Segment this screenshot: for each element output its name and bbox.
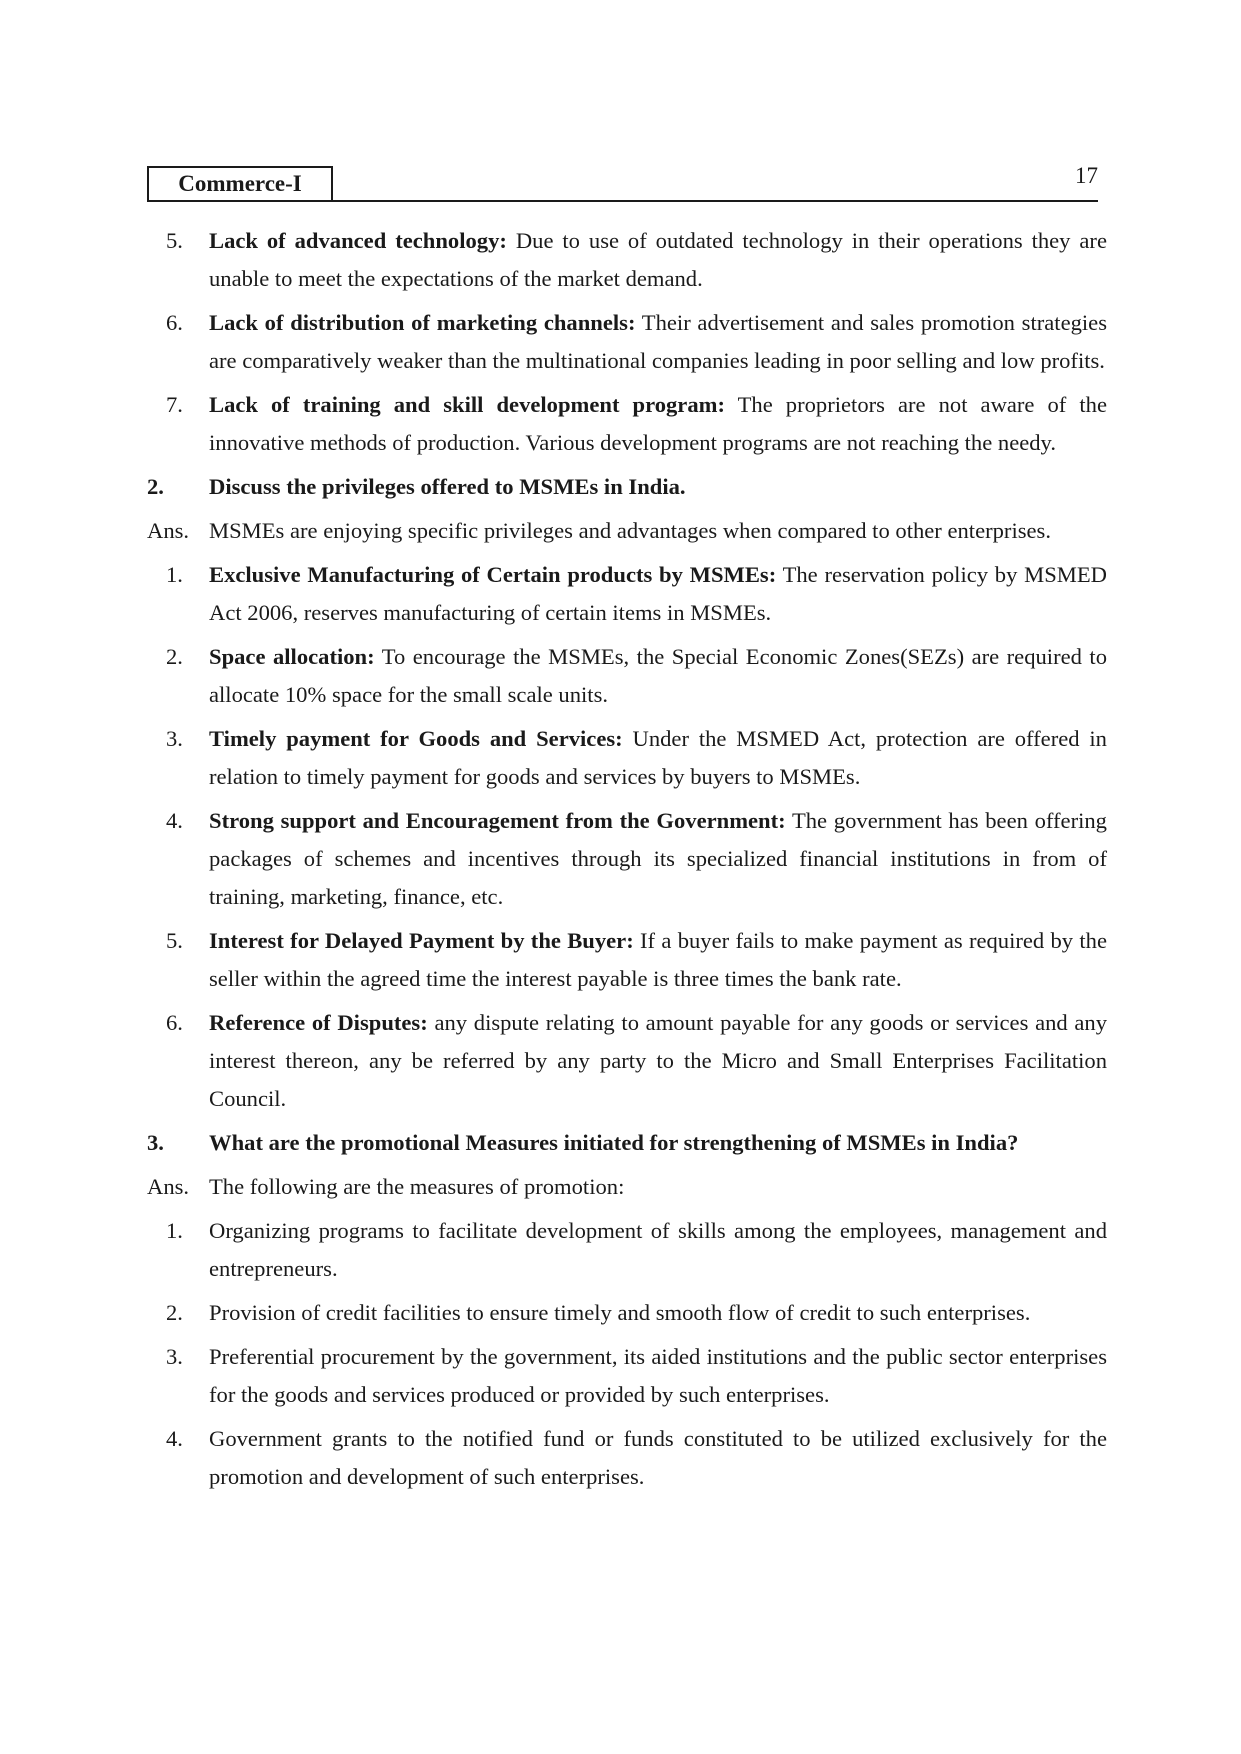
answer-2 — [147, 512, 1107, 550]
item-title: Exclusive Manufacturing of Certain products by MSMEs: — [209, 562, 777, 587]
list-item — [147, 304, 1107, 380]
item-title: Space allocation: — [209, 644, 375, 669]
item-title: Timely payment for Goods and Services: — [209, 726, 623, 751]
item-text: Under the MSMED Act, protection are offered in relation to timely payment for goods and services by buyers to MSMEs. — [209, 726, 1107, 789]
item-body — [209, 802, 1107, 916]
item-number: 6. — [166, 1010, 183, 1035]
item-number: 6. — [166, 310, 183, 335]
list-item — [147, 222, 1107, 298]
list-item — [147, 1212, 1107, 1288]
item-text: Their advertisement and sales promotion strategies are comparatively weaker than the multinational companies leading in poor selling and low profits. — [209, 310, 1108, 373]
item-title: Reference of Disputes: — [209, 1010, 428, 1035]
list-item — [147, 1294, 1107, 1332]
item-number: 2. — [166, 1300, 183, 1325]
list-item — [147, 1338, 1107, 1414]
list-item — [147, 802, 1107, 916]
question-number: 3. — [147, 1130, 164, 1155]
item-title: Interest for Delayed Payment by the Buyer: — [209, 928, 634, 953]
answer-3 — [147, 1168, 1107, 1206]
item-title: Lack of training and skill development program: — [209, 392, 725, 417]
item-title: Strong support and Encouragement from the Government: — [209, 808, 786, 833]
answer-label: Ans. — [147, 1174, 190, 1199]
item-body — [209, 556, 1107, 632]
list-item — [147, 922, 1107, 998]
question-text: Discuss the privileges offered to MSMEs in India. — [209, 474, 686, 499]
item-text: Due to use of outdated technology in their operations they are unable to meet the expectations of the market demand. — [209, 228, 1107, 291]
item-body — [209, 386, 1107, 462]
list-item — [147, 1420, 1107, 1496]
item-title: Lack of advanced technology: — [209, 228, 507, 253]
question-3 — [147, 1124, 1107, 1162]
item-text: The proprietors are not aware of the innovative methods of production. Various development programs are not reaching the needy. — [209, 392, 1107, 455]
question-text: What are the promotional Measures initiated for strengthening of MSMEs in India? — [209, 1130, 1019, 1155]
item-number: 3. — [166, 1344, 183, 1369]
question-number: 2. — [147, 474, 164, 499]
page-header — [147, 163, 1098, 202]
item-number: 4. — [166, 808, 183, 833]
item-body — [209, 222, 1107, 298]
item-text: Preferential procurement by the government, its aided institutions and the public sector enterprises for the goods and services produced or provided by such enterprises. — [209, 1344, 1107, 1407]
item-number: 3. — [166, 726, 183, 751]
list-item — [147, 556, 1107, 632]
item-body — [209, 304, 1107, 380]
answer-text: MSMEs are enjoying specific privileges and advantages when compared to other enterprises. — [209, 518, 1051, 543]
item-text: If a buyer fails to make payment as required by the seller within the agreed time the interest payable is three times the bank rate. — [209, 928, 1108, 991]
answer-label: Ans. — [147, 518, 190, 543]
item-number: 7. — [166, 392, 183, 417]
item-text: To encourage the MSMEs, the Special Economic Zones(SEZs) are required to allocate 10% space for the small scale units. — [209, 644, 1108, 707]
item-number: 5. — [166, 228, 183, 253]
item-number: 5. — [166, 928, 183, 953]
list-item — [147, 386, 1107, 462]
item-body — [209, 922, 1107, 998]
item-body — [209, 638, 1107, 714]
item-text: any dispute relating to amount payable for any goods or services and any interest thereon, any be referred by any party to the Micro and Small Enterprises Facilitation Council. — [209, 1010, 1108, 1111]
item-title: Lack of distribution of marketing channels: — [209, 310, 636, 335]
list-item — [147, 638, 1107, 714]
item-text: Government grants to the notified fund or funds constituted to be utilized exclusively for the promotion and development of such enterprises. — [209, 1426, 1107, 1489]
item-text: The reservation policy by MSMED Act 2006, reserves manufacturing of certain items in MSMEs. — [209, 562, 1107, 625]
item-body — [209, 720, 1107, 796]
item-text: The government has been offering packages of schemes and incentives through its specialized financial institutions in from of training, marketing, finance, etc. — [209, 808, 1107, 909]
item-number: 2. — [166, 644, 183, 669]
page-number: 17 — [1075, 163, 1098, 188]
item-text: Provision of credit facilities to ensure timely and smooth flow of credit to such enterprises. — [209, 1300, 1031, 1325]
list-item — [147, 1004, 1107, 1118]
list-item — [147, 720, 1107, 796]
item-number: 4. — [166, 1426, 183, 1451]
item-number: 1. — [166, 562, 183, 587]
page-content — [147, 222, 1107, 1502]
subject-title: Commerce-I — [147, 166, 333, 200]
answer-text: The following are the measures of promotion: — [209, 1174, 625, 1199]
item-text: Organizing programs to facilitate development of skills among the employees, management and entrepreneurs. — [209, 1218, 1107, 1281]
item-body — [209, 1004, 1107, 1118]
question-2 — [147, 468, 1107, 506]
item-number: 1. — [166, 1218, 183, 1243]
